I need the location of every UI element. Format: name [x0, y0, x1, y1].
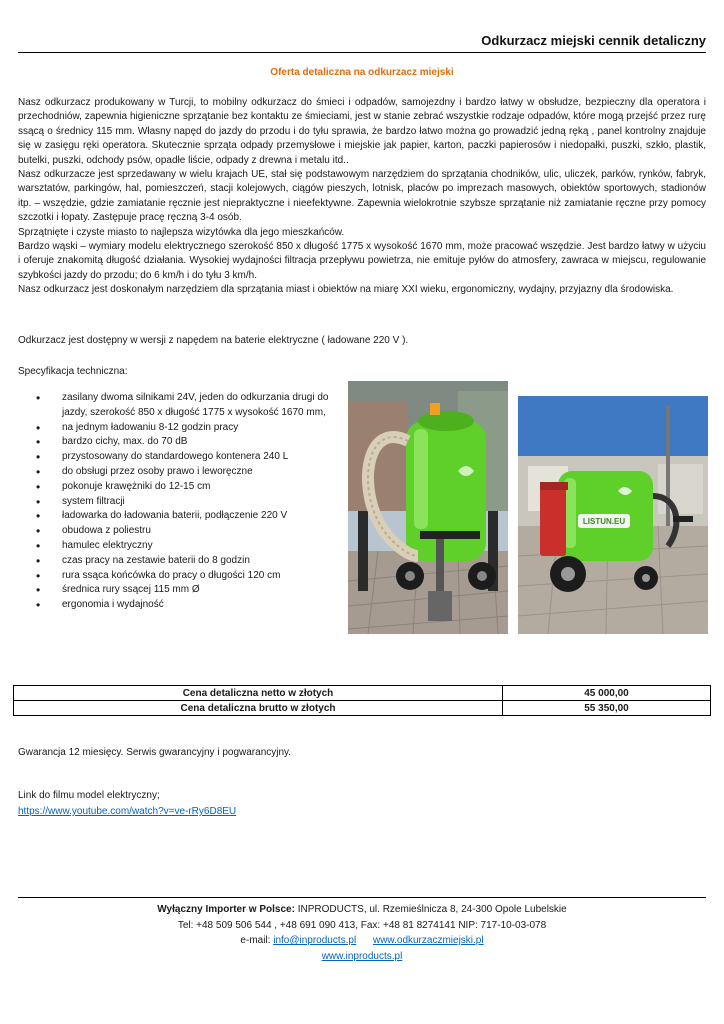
- website-link-2[interactable]: www.inproducts.pl: [321, 950, 403, 962]
- spec-item: • przystosowany do standardowego kontenera 240 L: [36, 450, 346, 465]
- intro-paragraph: Nasz odkurzacz produkowany w Turcji, to mobilny odkurzacz do śmieci i odpadów, samojezdny i bardzo łatwy w obsłudze, bezpieczny dla operatora i przechodniów, zapewnia higieniczne sprzątanie bez kontaktu ze śmieciami, jest w stanie zebrać wszystkie rodzaje odpadów, które mogą przejść przez rurę ssącą o średnicy 115 mm. Własny napęd do jazdy do przodu i do tyłu sprawia, że bardzo łatwo można go prowadzić jedną ręką , panel kontrolny znajduje się w zasięgu ręki operatora. Skutecznie sprząta odpady przemysłowe i miejskie jak papier, karton, paczki papierosów i niedopałki, puszki, szkło, plastik, butelki, puszki, odchody psów, opadłe liście, odpady z drewna i metalu itd..: [18, 97, 706, 166]
- vacuum-front-image: [348, 381, 508, 634]
- film-link[interactable]: https://www.youtube.com/watch?v=ve-rRy6D8EU: [18, 806, 237, 817]
- email-label: e-mail:: [240, 935, 271, 946]
- spec-item: • ergonomia i wydajność: [36, 598, 346, 613]
- spec-item: • bardzo cichy, max. do 70 dB: [36, 435, 346, 450]
- footer-website-line: [0, 949, 724, 965]
- spec-item: • pokonuje krawężniki do 12-15 cm: [36, 480, 346, 495]
- photo-badge-text: LISTUN.EU: [582, 517, 626, 526]
- spec-item: • ładowarka do ładowania baterii, podłączenie 220 V: [36, 509, 346, 524]
- intro-paragraph: Nasz odkurzacze jest sprzedawany w wielu krajach UE, stał się podstawowym narzędziem do sprzątania chodników, ulic, uliczek, parków, rynków, fabryk, warsztatów, parkingów, hal, pomieszczeń, stacji kolejowych, ciągów pieszych, lotnisk, placów po imprezach masowych, obiektów sportowych, stadionów itp. – wszędzie, gdzie zamiatanie ręcznie jest niepraktyczne i nieefektywne. Zapewnia wielokrotnie szybsze sprzątanie niż zamiatanie ręczne przy pomocy szczotki i łopaty. Zastępuje pracę ręczną 3-4 osób.: [18, 169, 706, 224]
- spec-item: • hamulec elektryczny: [36, 539, 346, 554]
- footer: [0, 902, 724, 964]
- spec-title: Specyfikacja techniczna:: [18, 366, 128, 377]
- warranty-text: Gwarancja 12 miesięcy. Serwis gwarancyjny i pogwarancyjny.: [18, 747, 292, 758]
- spec-item: • zasilany dwoma silnikami 24V, jeden do odkurzania drugi do jazdy, szerokość 850 x długość 1775 x wysokość 1670 mm,: [36, 391, 346, 421]
- product-photo-front: [348, 381, 508, 634]
- vacuum-side-image: [518, 396, 708, 634]
- intro-paragraph: Sprzątnięte i czyste miasto to najlepsza wizytówka dla jego mieszkańców.: [18, 226, 345, 238]
- page-title: Odkurzacz miejski cennik detaliczny: [481, 33, 706, 48]
- footer-divider: [18, 897, 706, 898]
- table-row: [14, 686, 711, 701]
- spec-item: • obudowa z poliestru: [36, 524, 346, 539]
- price-label: Cena detaliczna netto w złotych: [14, 686, 503, 701]
- importer-label: Wyłączny Importer w Polsce:: [157, 904, 295, 915]
- spec-list: [36, 391, 346, 613]
- intro-paragraph: Nasz odkurzacz jest doskonałym narzędziem dla sprzątania miast i obiektów na miarę XXI wieku, ergonomiczny, wydajny, przyjazny dla środowiska.: [18, 284, 674, 296]
- website-link[interactable]: www.odkurzaczmiejski.pl: [372, 935, 484, 946]
- header-divider: [18, 52, 706, 53]
- offer-heading: Oferta detaliczna na odkurzacz miejski: [270, 67, 454, 78]
- spec-item: • rura ssąca końcówka do pracy o długości 120 cm: [36, 569, 346, 584]
- spec-item: • czas pracy na zestawie baterii do 8 godzin: [36, 554, 346, 569]
- product-photo-side: [518, 396, 708, 634]
- price-table: [13, 685, 711, 716]
- footer-importer-line: [0, 902, 724, 918]
- intro-text: [18, 96, 706, 298]
- email-link[interactable]: info@inproducts.pl: [273, 935, 357, 946]
- spec-item: • na jednym ładowaniu 8-12 godzin pracy: [36, 421, 346, 436]
- film-label: Link do filmu model elektryczny;: [18, 790, 160, 801]
- price-label: Cena detaliczna brutto w złotych: [14, 701, 503, 716]
- table-row: [14, 701, 711, 716]
- spec-item: • system filtracji: [36, 495, 346, 510]
- spec-item: • średnica rury ssącej 115 mm Ø: [36, 583, 346, 598]
- intro-paragraph: Bardzo wąski – wymiary modelu elektrycznego szerokość 850 x długość 1775 x wysokość 1670 mm, może pracować wszędzie. Jest bardzo łatwy w użyciu i oferuje znakomitą długość działania. Wysokiej wydajności filtracja przepływu powietrza, nie emituje pyłów do atmosfery, zawraca w miejscu, regulowanie szybkości jazdy do przodu; do 6 km/h i do tyłu 3 km/h.: [18, 241, 706, 281]
- availability-text: Odkurzacz jest dostępny w wersji z napędem na baterie elektryczne ( ładowane 220 V ).: [18, 335, 409, 346]
- footer-contact-line: [0, 933, 724, 949]
- footer-phones: Tel: +48 509 506 544 , +48 691 090 413, Fax: +48 81 8274141 NIP: 717-10-03-078: [177, 919, 547, 931]
- price-value: 55 350,00: [503, 701, 711, 716]
- spec-item: • do obsługi przez osoby prawo i leworęczne: [36, 465, 346, 480]
- price-value: 45 000,00: [503, 686, 711, 701]
- importer-address: INPRODUCTS, ul. Rzemieślnicza 8, 24-300 Opole Lubelskie: [297, 904, 567, 915]
